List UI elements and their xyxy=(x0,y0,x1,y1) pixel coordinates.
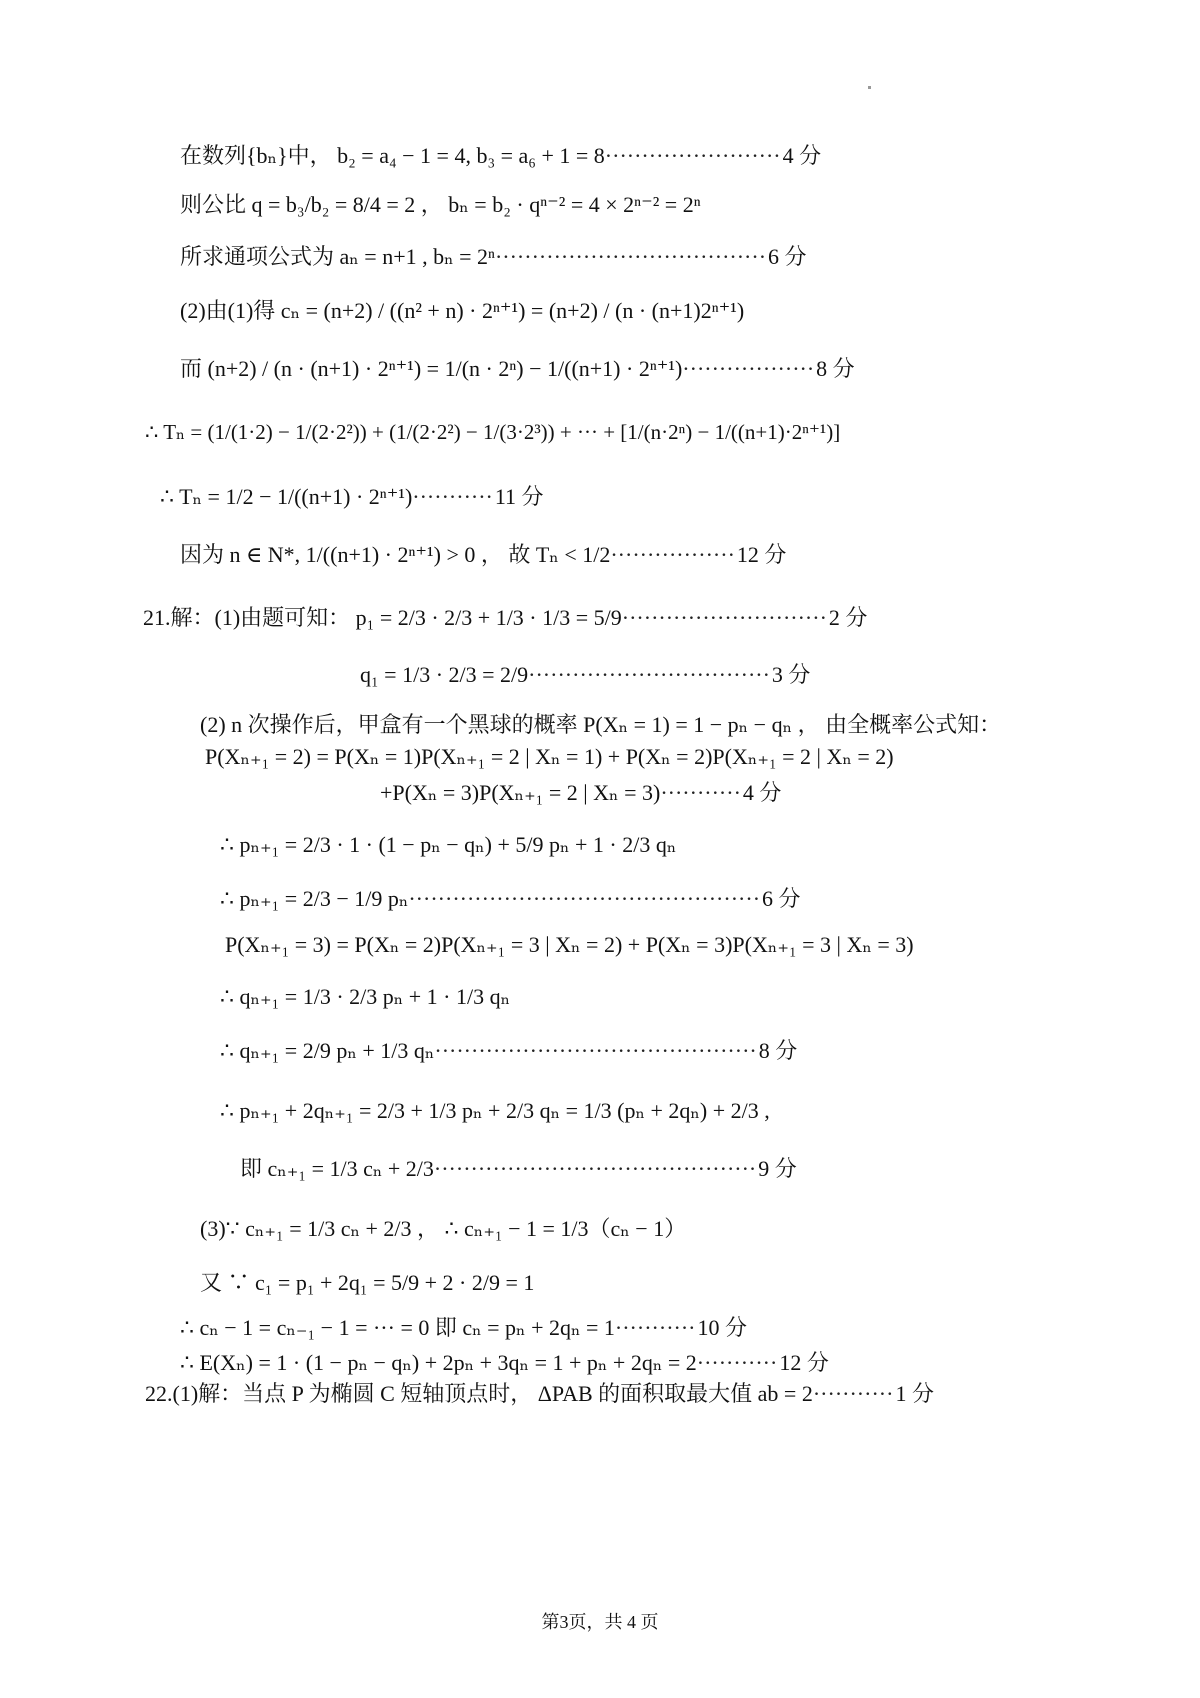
line-25 xyxy=(145,1381,934,1405)
leader-dots: ························ xyxy=(604,142,781,168)
leader-dots: ············································ xyxy=(433,1155,757,1181)
page-footer: 第3页，共 4 页 xyxy=(541,1612,659,1632)
line-text: ∴ pₙ₊₁ = 2/3 − 1/9 pₙ xyxy=(220,885,409,911)
score-label: 10 分 xyxy=(697,1314,748,1340)
line-23 xyxy=(180,1315,747,1339)
line-text: P(Xₙ₊₁ = 2) = P(Xₙ = 1)P(Xₙ₊₁ = 2 | Xₙ = 1) + P(Xₙ = 2)P(Xₙ₊₁ = 2 | Xₙ = 2) xyxy=(205,743,894,769)
line-text: 在数列{bₙ}中， b₂ = a₄ − 1 = 4, b₃ = a₆ + 1 = 8 xyxy=(180,142,605,168)
line-2 xyxy=(180,192,703,216)
score-label: 12 分 xyxy=(736,541,787,567)
score-label: 4 分 xyxy=(782,142,822,168)
score-label: 1 分 xyxy=(895,1380,934,1406)
leader-dots: ···························· xyxy=(621,604,827,630)
line-text: 因为 n ∈ N*, 1/((n+1) · 2ⁿ⁺¹) > 0 ， 故 Tₙ < 1/2 xyxy=(180,541,611,567)
leader-dots: ································· xyxy=(528,661,770,687)
leader-dots: ····································· xyxy=(494,243,767,269)
line-text: 22.(1)解：当点 P 为椭圆 C 短轴顶点时， ΔPAB 的面积取最大值 ab = 2 xyxy=(145,1380,813,1406)
score-label: 8 分 xyxy=(758,1037,798,1063)
line-1 xyxy=(180,143,821,167)
line-12 xyxy=(205,744,896,768)
line-21 xyxy=(200,1216,688,1240)
line-6 xyxy=(145,420,842,443)
line-16 xyxy=(225,932,916,956)
line-text: ∴ qₙ₊₁ = 2/9 pₙ + 1/3 qₙ xyxy=(220,1037,435,1063)
line-text: +P(Xₙ = 3)P(Xₙ₊₁ = 2 | Xₙ = 3) xyxy=(380,779,661,805)
line-14 xyxy=(220,832,678,856)
line-text: ∴ E(Xₙ) = 1 · (1 − pₙ − qₙ) + 2pₙ + 3qₙ = 1 + pₙ + 2qₙ = 2 xyxy=(180,1349,697,1375)
line-15 xyxy=(220,886,801,910)
line-text: P(Xₙ₊₁ = 3) = P(Xₙ = 2)P(Xₙ₊₁ = 3 | Xₙ = 2) + P(Xₙ = 3)P(Xₙ₊₁ = 3 | Xₙ = 3) xyxy=(225,931,914,957)
line-text: ∴ qₙ₊₁ = 1/3 · 2/3 pₙ + 1 · 1/3 qₙ xyxy=(220,983,511,1009)
line-24 xyxy=(180,1350,829,1374)
line-17 xyxy=(220,984,512,1008)
line-text: (2)由(1)得 cₙ = (n+2) / ((n² + n) · 2ⁿ⁺¹) = (n+2) / (n · (n+1)2ⁿ⁺¹) xyxy=(180,297,745,323)
line-7 xyxy=(160,484,544,508)
line-10 xyxy=(360,662,810,686)
scan-speck xyxy=(868,86,871,89)
leader-dots: ··········· xyxy=(696,1349,778,1375)
leader-dots: ·················· xyxy=(682,355,815,381)
line-text: ∴ cₙ − 1 = cₙ₋₁ − 1 = ··· = 0 即 cₙ = pₙ + 2qₙ = 1 xyxy=(180,1314,615,1340)
leader-dots: ··········· xyxy=(614,1314,696,1340)
line-18 xyxy=(220,1038,797,1062)
leader-dots: ················································ xyxy=(408,885,761,911)
leader-dots: ··········· xyxy=(412,483,493,509)
line-13 xyxy=(380,780,781,804)
line-11 xyxy=(200,712,1003,736)
score-label: 12 分 xyxy=(779,1349,829,1375)
line-text: 即 cₙ₊₁ = 1/3 cₙ + 2/3 xyxy=(240,1155,434,1181)
score-label: 8 分 xyxy=(816,355,855,381)
line-3 xyxy=(180,244,807,268)
leader-dots: ················· xyxy=(610,541,735,567)
line-5 xyxy=(180,356,855,380)
line-4 xyxy=(180,298,746,322)
line-text: 所求通项公式为 aₙ = n+1 , bₙ = 2ⁿ xyxy=(180,243,495,269)
line-text: 又 ∵ c₁ = p₁ + 2q₁ = 5/9 + 2 · 2/9 = 1 xyxy=(200,1269,535,1295)
line-22 xyxy=(200,1270,536,1294)
leader-dots: ··········· xyxy=(812,1380,894,1406)
line-9 xyxy=(143,605,867,629)
leader-dots: ··········· xyxy=(660,779,741,805)
line-text: 则公比 q = b₃/b₂ = 8/4 = 2 ， bₙ = b₂ · qⁿ⁻² = 4 × 2ⁿ⁻² = 2ⁿ xyxy=(180,191,701,217)
line-text: (2) n 次操作后，甲盒有一个黑球的概率 P(Xₙ = 1) = 1 − pₙ − qₙ ， 由全概率公式知： xyxy=(200,711,1002,737)
line-text: (3)∵ cₙ₊₁ = 1/3 cₙ + 2/3 ， ∴ cₙ₊₁ − 1 = 1/3（cₙ − 1） xyxy=(200,1215,687,1241)
line-text: ∴ Tₙ = 1/2 − 1/((n+1) · 2ⁿ⁺¹) xyxy=(160,483,413,509)
line-text: ∴ Tₙ = (1/(1·2) − 1/(2·2²)) + (1/(2·2²) − 1/(3·2³)) + ··· + [1/(n·2ⁿ) − 1/((n+1)·2ⁿ⁺¹)] xyxy=(145,420,841,445)
score-label: 11 分 xyxy=(494,483,544,509)
line-20 xyxy=(240,1156,797,1180)
line-8 xyxy=(180,542,786,566)
leader-dots: ············································ xyxy=(434,1037,757,1063)
line-text: 21.解：(1)由题可知： p₁ = 2/3 · 2/3 + 1/3 · 1/3 = 5/9 xyxy=(143,604,622,630)
score-label: 6 分 xyxy=(768,243,807,269)
score-label: 4 分 xyxy=(742,779,782,805)
score-label: 2 分 xyxy=(828,604,868,630)
line-text: ∴ pₙ₊₁ + 2qₙ₊₁ = 2/3 + 1/3 pₙ + 2/3 qₙ = 1/3 (pₙ + 2qₙ) + 2/3 , xyxy=(220,1097,770,1123)
line-text: 而 (n+2) / (n · (n+1) · 2ⁿ⁺¹) = 1/(n · 2ⁿ) − 1/((n+1) · 2ⁿ⁺¹) xyxy=(180,355,683,381)
line-text: ∴ pₙ₊₁ = 2/3 · 1 · (1 − pₙ − qₙ) + 5/9 pₙ + 1 · 2/3 qₙ xyxy=(220,831,677,857)
line-19 xyxy=(220,1098,772,1122)
line-text: q₁ = 1/3 · 2/3 = 2/9 xyxy=(360,661,529,687)
score-label: 3 分 xyxy=(771,661,811,687)
score-label: 6 分 xyxy=(762,885,801,911)
score-label: 9 分 xyxy=(758,1155,797,1181)
